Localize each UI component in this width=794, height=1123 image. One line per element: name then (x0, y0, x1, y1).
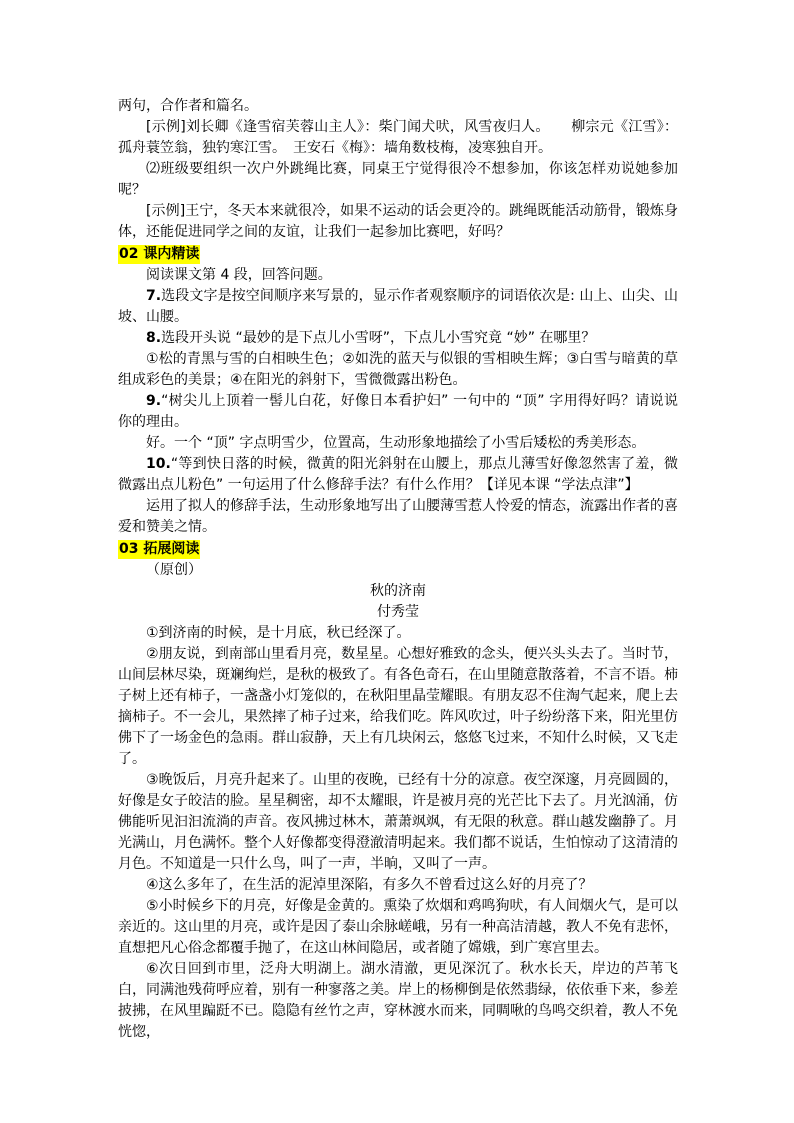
answer-9: 好。一个 “顶” 字点明雪少，位置高，生动形象地描绘了小雪后矮松的秀美形态。 (146, 435, 646, 451)
source-note: （原创） (146, 562, 202, 578)
essay-paragraph-5: ⑤小时候乡下的月亮，好像是金黄的。熏染了炊烟和鸡鸣狗吠，有人间烟火气，是可以亲近的。这山里的月亮，或许是因了泰山余脉嵯峨，另有一种高洁清越，教人不免有悲怀，直想把凡心俗念都覆手抛了，在这山林间隐居，或者随了嫦娥，到广寒宫里去。 (118, 898, 678, 956)
question-text: “等到快日落的时候，微黄的阳光斜射在山腰上，那点儿薄雪好像忽然害了羞，微微露出点儿粉色” 一句运用了什么修辞手法？有什么作用？【详见本课 “学法点津”】 (118, 456, 678, 493)
question-10 (118, 454, 678, 496)
question-text: 选段开头说 “最妙的是下点儿小雪呀”，下点儿小雪究竟 “妙” 在哪里？ (161, 330, 596, 346)
answer-8: ①松的青黑与雪的白相映生色；②如洗的蓝天与似银的雪相映生辉；③白雪与暗黄的草组成彩色的美景；④在阳光的斜射下，雪微微露出粉色。 (118, 351, 678, 388)
essay-paragraph-2: ②朋友说，到南部山里看月亮，数星星。心想好雅致的念头，便兴头头去了。当时节，山间层林尽染，斑斓绚烂，是秋的极致了。有各色奇石，在山里随意散落着，不言不语。柿子树上还有柿子，一盏盏小灯笼似的，在秋阳里晶莹耀眼。有朋友忍不住淘气起来，爬上去摘柿子。不一会儿，果然摔了柿子过来，给我们吃。阵风吹过，叶子纷纷落下来，阳光里仿佛下了一场金色的急雨。群山寂静，天上有几块闲云，悠悠飞过来，不知什么时候，又飞走了。 (118, 646, 678, 767)
essay-paragraph-4: ④这么多年了，在生活的泥淖里深陷，有多久不曾看过这么好的月亮了？ (146, 877, 593, 893)
question-number: 9. (146, 393, 162, 409)
section-heading-02 (118, 243, 678, 265)
essay-paragraph-6: ⑥次日回到市里，泛舟大明湖上。湖水清澈，更见深沉了。秋水长天，岸边的芦苇飞白，同满池残荷呼应着，别有一种寥落之美。岸上的杨柳倒是依然翡绿，依依垂下来，参差披拂，在风里蹁跹不已。隐隐有丝竹之声，穿林渡水而来，同啁啾的鸟鸣交织着，教人不免恍惚， (118, 961, 678, 1040)
example-answer-2: [示例]王宁，冬天本来就很冷，如果不运动的话会更冷的。跳绳既能活动筋骨，锻炼身体，还能促进同学之间的友谊，让我们一起参加比赛吧，好吗？ (118, 203, 678, 240)
section-label: 03 拓展阅读 (119, 541, 200, 557)
question-7 (118, 286, 678, 328)
question-text: “树尖儿上顶着一髻儿白花，好像日本看护妇” 一句中的 “顶” 字用得好吗？请说说你的理由。 (118, 393, 678, 430)
line-continuation: 两句，合作者和篇名。 (118, 98, 258, 114)
question-number: 8. (146, 330, 162, 346)
example-answer-1: [示例]刘长卿《逢雪宿芙蓉山主人》：柴门闻犬吠，风雪夜归人。 柳宗元《江雪》：孤舟蓑笠翁，独钓寒江雪。 王安石《梅》：墙角数枝梅，凌寒独自开。 (118, 119, 678, 156)
question-number: 10. (146, 456, 171, 472)
section-heading-03 (118, 538, 678, 560)
essay-paragraph-3: ③晚饭后，月亮升起来了。山里的夜晚，已经有十分的凉意。夜空深邃，月亮圆圆的，好像是女子皎洁的脸。星星稠密，却不太耀眼，许是被月亮的光芒比下去了。月光汹涌，仿佛能听见汩汩流淌的声音。夜风拂过林木，萧萧飒飒，有无限的秋意。群山越发幽静了。月光满山，月色满怀。整个人好像都变得澄澈清明起来。我们都不说话，生怕惊动了这清清的月色。不知道是一只什么鸟，叫了一声，半晌，又叫了一声。 (118, 772, 678, 872)
reading-intro: 阅读课文第 4 段，回答问题。 (146, 267, 332, 283)
question-number: 7. (146, 288, 162, 304)
question-8 (118, 328, 678, 349)
question-text: 选段文字是按空间顺序来写景的，显示作者观察顺序的词语依次是: 山上、山尖、山坡、山腰。 (118, 288, 678, 325)
essay-paragraph-1: ①到济南的时候，是十月底，秋已经深了。 (146, 625, 411, 641)
section-label: 02 课内精读 (119, 246, 200, 262)
essay-author: 付秀莹 (377, 604, 419, 620)
essay-title: 秋的济南 (370, 583, 426, 599)
question-9 (118, 391, 678, 433)
document-page (118, 96, 678, 1043)
answer-10: 运用了拟人的修辞手法，生动形象地写出了山腰薄雪惹人怜爱的情态，流露出作者的喜爱和赞美之情。 (118, 498, 678, 535)
question-2: ⑵班级要组织一次户外跳绳比赛，同桌王宁觉得很冷不想参加，你该怎样劝说她参加呢？ (118, 161, 678, 198)
